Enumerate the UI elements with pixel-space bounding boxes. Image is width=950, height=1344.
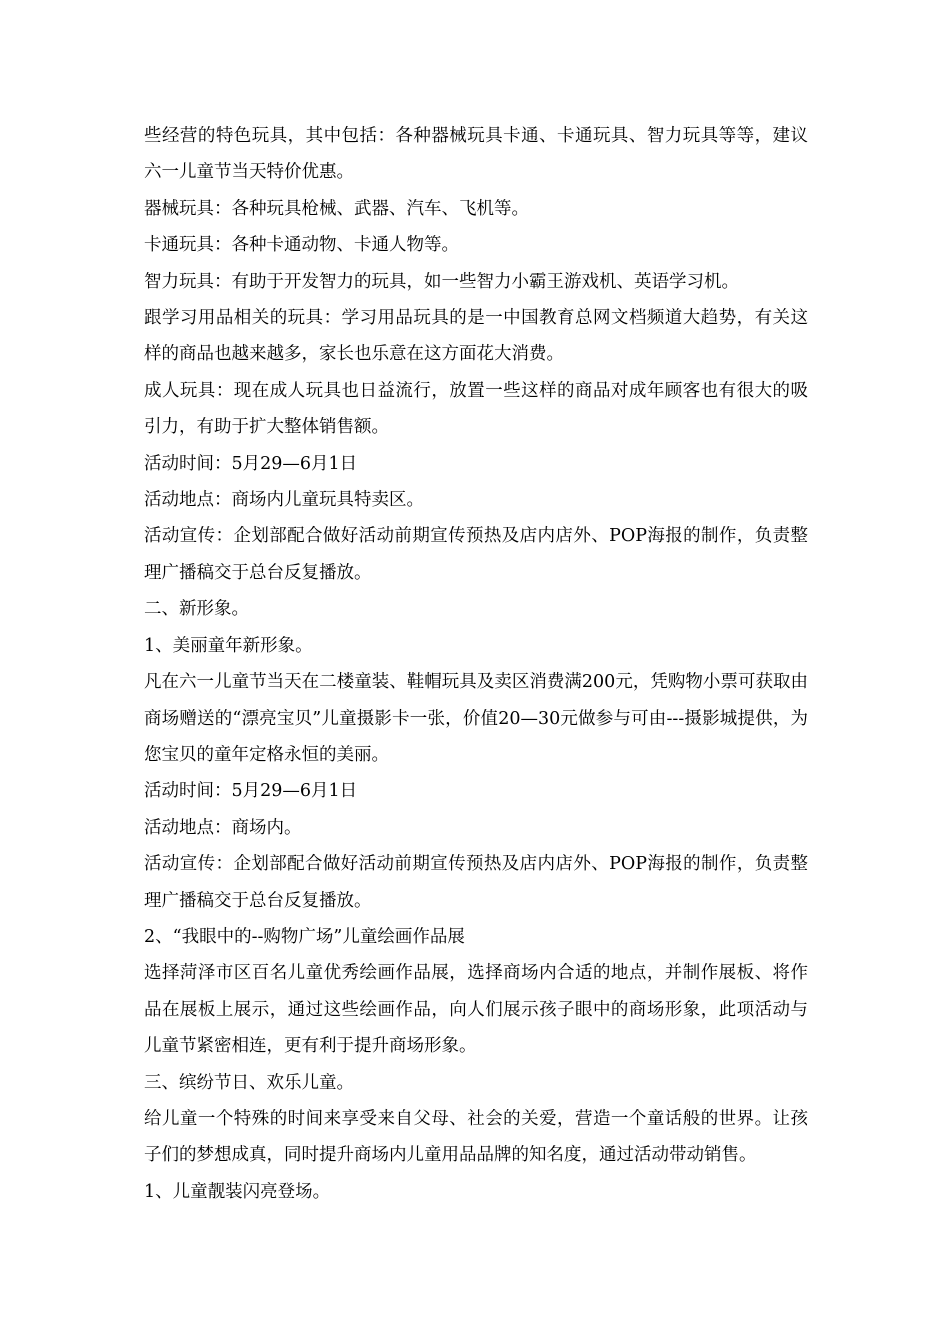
paragraph-photo-offer: 凡在六一儿童节当天在二楼童装、鞋帽玩具及卖区消费满200元，凭购物小票可获取由商场赠送的“漂亮宝贝”儿童摄影卡一张，价值20—30元做参与可由---摄影城提供，为您宝贝的童年定格永恒的美丽。 (144, 672, 808, 765)
paragraph-festival-intro: 给儿童一个特殊的时间来享受来自父母、社会的关爱，营造一个童话般的世界。让孩子们的梦想成真，同时提升商场内儿童用品品牌的知名度，通过活动带动销售。 (144, 1108, 808, 1166)
paragraph-drawing-exhibition: 选择菏泽市区百名儿童优秀绘画作品展，选择商场内合适的地点，并制作展板、将作品在展板上展示，通过这些绘画作品，向人们展示孩子眼中的商场形象，此项活动与儿童节紧密相连，更有利于提升商场形象。 (144, 963, 808, 1057)
paragraph-educational-toys: 智力玩具：有助于开发智力的玩具，如一些智力小霸王游戏机、英语学习机。 (144, 271, 739, 292)
paragraph-event-location: 活动地点：商场内儿童玩具特卖区。 (144, 490, 424, 511)
paragraph-event-time: 活动时间：5月29—6月1日 (144, 453, 358, 474)
paragraph-mechanical-toys: 器械玩具：各种玩具枪械、武器、汽车、飞机等。 (144, 198, 529, 219)
paragraph-event-location-2: 活动地点：商场内。 (144, 817, 302, 838)
subheading-kids-fashion: 1、儿童靓装闪亮登场。 (144, 1181, 331, 1202)
paragraph-toy-intro: 些经营的特色玩具，其中包括：各种器械玩具卡通、卡通玩具、智力玩具等等，建议六一儿童节当天特价优惠。 (144, 126, 808, 183)
paragraph-cartoon-toys: 卡通玩具：各种卡通动物、卡通人物等。 (144, 235, 459, 256)
paragraph-event-promotion: 活动宣传：企划部配合做好活动前期宣传预热及店内店外、POP海报的制作，负责整理广播稿交于总台反复播放。 (144, 526, 808, 583)
subheading-beautiful-childhood: 1、美丽童年新形象。 (144, 635, 313, 656)
subheading-drawing-exhibition: 2、“我眼中的--购物广场”儿童绘画作品展 (144, 926, 465, 947)
document-page (144, 118, 808, 1210)
paragraph-study-toys: 跟学习用品相关的玩具：学习用品玩具的是一中国教育总网文档频道大趋势，有关这样的商品也越来越多，家长也乐意在这方面花大消费。 (144, 308, 808, 365)
section-heading-new-image: 二、新形象。 (144, 599, 249, 620)
paragraph-adult-toys: 成人玩具：现在成人玩具也日益流行，放置一些这样的商品对成年顾客也有很大的吸引力，有助于扩大整体销售额。 (144, 380, 808, 438)
paragraph-event-time-2: 活动时间：5月29—6月1日 (144, 781, 358, 802)
paragraph-event-promotion-2: 活动宣传：企划部配合做好活动前期宣传预热及店内店外、POP海报的制作，负责整理广播稿交于总台反复播放。 (144, 854, 808, 911)
section-heading-colorful-festival: 三、缤纷节日、欢乐儿童。 (144, 1072, 354, 1093)
